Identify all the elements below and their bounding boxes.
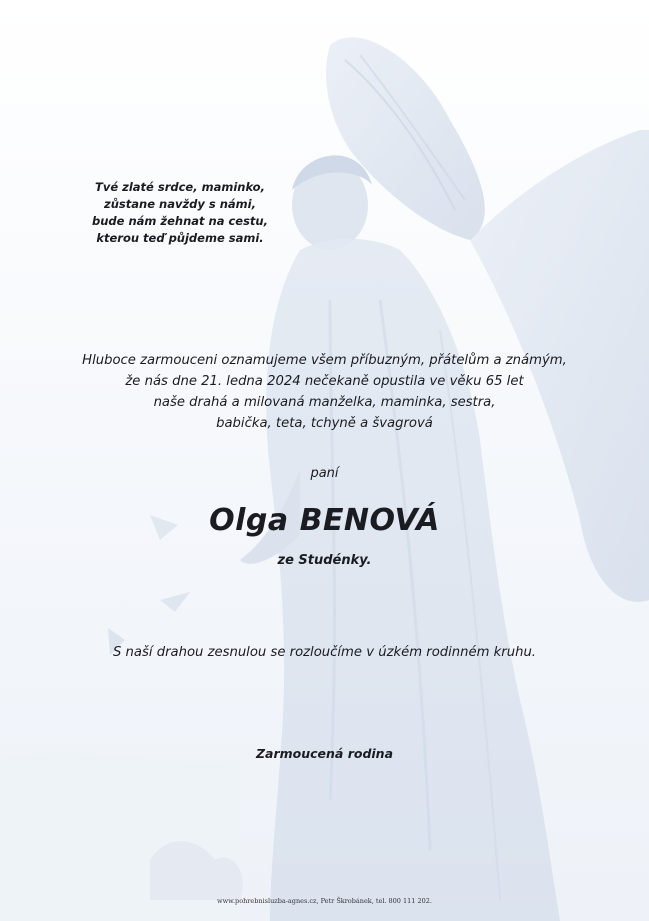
salutation: paní bbox=[310, 466, 339, 481]
origin-town: ze Studénky. bbox=[277, 553, 372, 568]
epitaph-poem bbox=[60, 179, 300, 247]
epitaph-line: Tvé zlaté srdce, maminko, bbox=[95, 180, 265, 194]
announcement-line: Hluboce zarmouceni oznamujeme všem příbuzným, přátelům a známým, bbox=[82, 353, 567, 368]
farewell-notice: S naší drahou zesnulou se rozloučíme v úzkém rodinném kruhu. bbox=[112, 645, 536, 660]
signature: Zarmoucená rodina bbox=[255, 746, 394, 761]
epitaph-line: bude nám žehnat na cestu, bbox=[92, 214, 268, 228]
funeral-service-footer: www.pohrebnisluzba-agnes.cz, Petr Škrobánek, tel. 800 111 202. bbox=[217, 897, 432, 905]
deceased-name: Olga BENOVÁ bbox=[209, 503, 440, 538]
epitaph-line: zůstane navždy s námi, bbox=[104, 197, 256, 211]
announcement-line: babička, teta, tchyně a švagrová bbox=[216, 416, 433, 431]
announcement-text bbox=[0, 350, 649, 434]
announcement-line: naše drahá a milovaná manželka, maminka, sestra, bbox=[153, 395, 496, 410]
epitaph-line: kterou teď půjdeme sami. bbox=[96, 231, 264, 245]
announcement-line: že nás dne 21. ledna 2024 nečekaně opustila ve věku 65 let bbox=[125, 374, 524, 389]
